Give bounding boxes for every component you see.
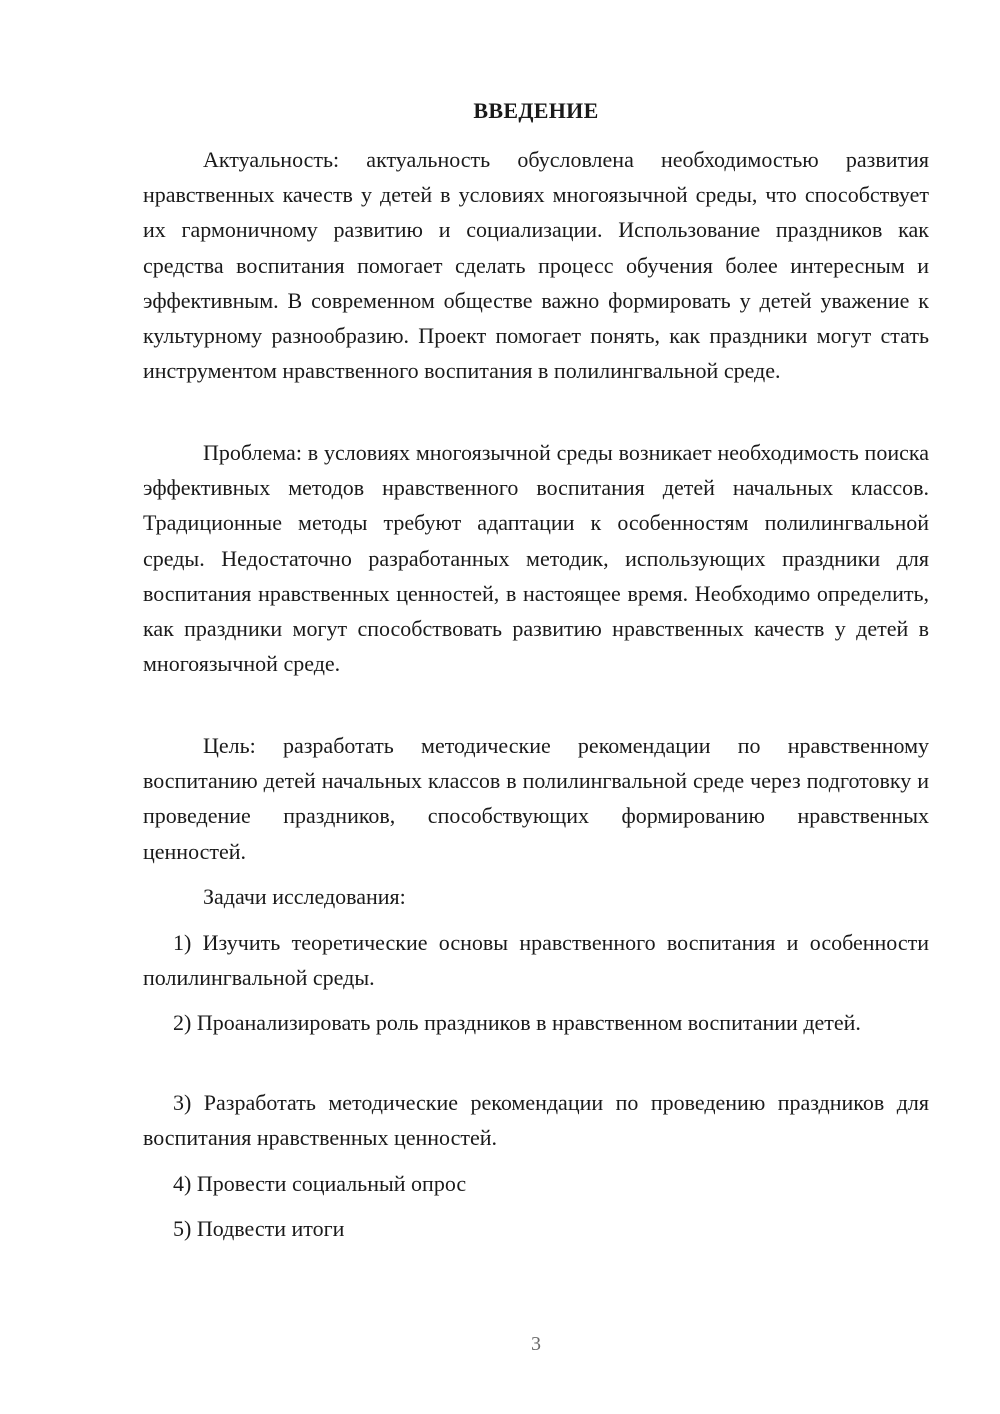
page-number: 3 bbox=[531, 1333, 541, 1355]
problem-paragraph: Проблема: в условиях многоязычной среды возникает необходимость поиска эффективных методов нравственного воспитания детей начальных классов. Традиционные методы требуют адаптации к особенностям полилингвальной среды. Недостаточно разработанных методик, использующих праздники для воспитания нравственных ценностей, в настоящее время. Необходимо определить, как праздники могут способствовать развитию нравственных качеств у детей в многоязычной среде. bbox=[143, 440, 929, 677]
page-title: ВВЕДЕНИЕ bbox=[473, 98, 599, 123]
task-item-1: 1) Изучить теоретические основы нравственного воспитания и особенности полилингвальной среды. bbox=[143, 930, 929, 991]
goal-paragraph: Цель: разработать методические рекомендации по нравственному воспитанию детей начальных классов в полилингвальной среде через подготовку и проведение праздников, способствующих формированию нравственных ценностей. bbox=[143, 733, 929, 864]
task-item-4: 4) Провести социальный опрос bbox=[173, 1171, 467, 1196]
document-page bbox=[143, 0, 929, 1414]
task-item-3: 3) Разработать методические рекомендации по проведению праздников для воспитания нравственных ценностей. bbox=[143, 1090, 929, 1151]
task-item-5: 5) Подвести итоги bbox=[173, 1216, 345, 1241]
tasks-title: Задачи исследования: bbox=[203, 884, 406, 909]
task-item-2: 2) Проанализировать роль праздников в нравственном воспитании детей. bbox=[173, 1010, 861, 1035]
relevance-paragraph: Актуальность: актуальность обусловлена необходимостью развития нравственных качеств у детей в условиях многоязычной среды, что способствует их гармоничному развитию и социализации. Использование праздников как средства воспитания помогает сделать процесс обучения более интересным и эффективным. В современном обществе важно формировать у детей уважение к культурному разнообразию. Проект помогает понять, как праздники могут стать инструментом нравственного воспитания в полилингвальной среде. bbox=[143, 147, 929, 384]
